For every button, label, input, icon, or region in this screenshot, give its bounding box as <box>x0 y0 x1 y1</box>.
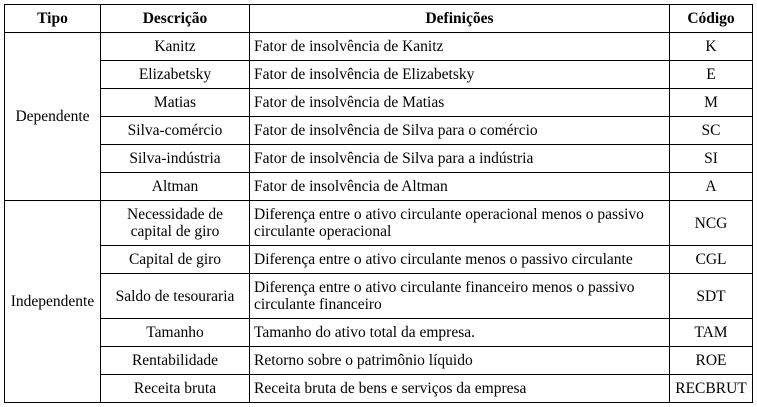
table-row <box>5 274 753 319</box>
variables-table <box>4 4 753 403</box>
descricao-cell: Altman <box>101 173 250 201</box>
tipo-cell-dependente: Dependente <box>5 33 101 201</box>
table-row <box>5 375 753 403</box>
table-row <box>5 347 753 375</box>
header-row <box>5 5 753 33</box>
table-row <box>5 173 753 201</box>
codigo-cell: SC <box>670 117 753 145</box>
definicao-cell: Diferença entre o ativo circulante financeiro menos o passivo circulante financeiro <box>250 274 670 319</box>
header-tipo: Tipo <box>5 5 101 33</box>
codigo-cell: NCG <box>670 201 753 246</box>
table-row <box>5 201 753 246</box>
definicao-cell: Fator de insolvência de Silva para o comércio <box>250 117 670 145</box>
descricao-cell: Rentabilidade <box>101 347 250 375</box>
codigo-cell: A <box>670 173 753 201</box>
definicao-cell: Fator de insolvência de Matias <box>250 89 670 117</box>
codigo-cell: E <box>670 61 753 89</box>
definicao-cell: Diferença entre o ativo circulante operacional menos o passivo circulante operacional <box>250 201 670 246</box>
codigo-cell: SDT <box>670 274 753 319</box>
table-row <box>5 117 753 145</box>
descricao-cell: Elizabetsky <box>101 61 250 89</box>
codigo-cell: CGL <box>670 246 753 274</box>
table-row <box>5 145 753 173</box>
codigo-cell: TAM <box>670 319 753 347</box>
definicao-cell: Fator de insolvência de Silva para a indústria <box>250 145 670 173</box>
descricao-cell: Matias <box>101 89 250 117</box>
codigo-cell: ROE <box>670 347 753 375</box>
descricao-cell: Kanitz <box>101 33 250 61</box>
table-row <box>5 246 753 274</box>
descricao-cell: Necessidade de capital de giro <box>101 201 250 246</box>
descricao-cell: Capital de giro <box>101 246 250 274</box>
codigo-cell: RECBRUT <box>670 375 753 403</box>
table-row <box>5 33 753 61</box>
tipo-cell-independente: Independente <box>5 201 101 403</box>
definicao-cell: Fator de insolvência de Elizabetsky <box>250 61 670 89</box>
table-row <box>5 89 753 117</box>
definicao-cell: Tamanho do ativo total da empresa. <box>250 319 670 347</box>
table-row <box>5 319 753 347</box>
descricao-cell: Silva-indústria <box>101 145 250 173</box>
descricao-cell: Silva-comércio <box>101 117 250 145</box>
definicao-cell: Fator de insolvência de Kanitz <box>250 33 670 61</box>
codigo-cell: SI <box>670 145 753 173</box>
descricao-cell: Receita bruta <box>101 375 250 403</box>
descricao-cell: Tamanho <box>101 319 250 347</box>
header-descricao: Descrição <box>101 5 250 33</box>
definicao-cell: Fator de insolvência de Altman <box>250 173 670 201</box>
codigo-cell: M <box>670 89 753 117</box>
definicao-cell: Retorno sobre o patrimônio líquido <box>250 347 670 375</box>
header-definicoes: Definições <box>250 5 670 33</box>
descricao-cell: Saldo de tesouraria <box>101 274 250 319</box>
definicao-cell: Receita bruta de bens e serviços da empresa <box>250 375 670 403</box>
table-row <box>5 61 753 89</box>
definicao-cell: Diferença entre o ativo circulante menos o passivo circulante <box>250 246 670 274</box>
header-codigo: Código <box>670 5 753 33</box>
codigo-cell: K <box>670 33 753 61</box>
